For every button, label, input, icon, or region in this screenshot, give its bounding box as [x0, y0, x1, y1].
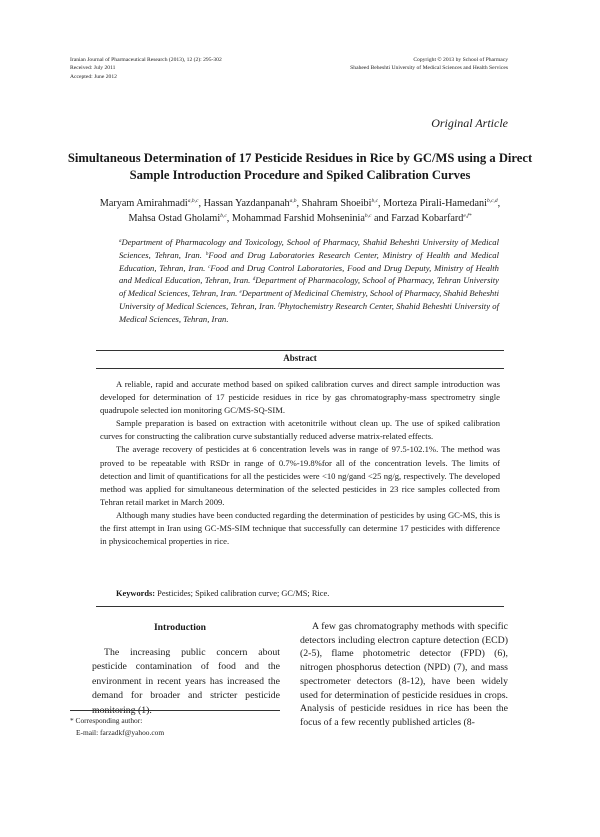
- affiliation: $^d$Department of Pharmacology, School of Pharmacy, Tehran University of Medical Sciences, Tehran, Iran.: [119, 275, 500, 299]
- affiliation: $^b$Food and Drug Laboratories Research Center, Ministry of Health and Medical Education, Tehran, Iran.: [119, 249, 499, 273]
- body-paragraph: A few gas chromatography methods with specific detectors including electron capture detection (ECD) (2-5), flame photometric detector (FPD) (6), nitrogen phosphorus detection (NPD) (7), and mass spectrometer detectors (8-12), have been widely used for determination of pesticide residues in crops. Analysis of pesticide residues in rice has been the focus of a few recently published articles (8-: [300, 621, 508, 728]
- affiliation: $^c$Food and Drug Control Laboratories, Food and Drug Deputy, Ministry of Health and Medical Education, Tehran, Iran.: [119, 262, 499, 286]
- author: Hassan Yazdanpanah$^{a,b}$,: [203, 198, 302, 209]
- author: Morteza Pirali-Hamedani$^{b,c,d}$,: [383, 198, 501, 209]
- author: Maryam Amirahmadi$^{a,b,c}$,: [99, 198, 204, 209]
- abstract-bottom-rule: [96, 606, 504, 607]
- body-paragraph: The increasing public concern about pesticide contamination of food and the environment in recent years has increased the demand for broader and stricter pesticide monitoring (1).: [92, 647, 280, 716]
- author: Shahram Shoeibi$^{b,c}$,: [301, 198, 384, 209]
- abstract-body: [100, 378, 500, 548]
- body-column-right: [300, 620, 508, 730]
- corresponding-author-note: * Corresponding author:: [70, 716, 143, 725]
- received-date: Received: July 2011: [70, 65, 116, 72]
- copyright-line: Copyright © 2013 by School of Pharmacy: [413, 57, 508, 63]
- article-type: Original Article: [431, 116, 508, 130]
- author-list: [62, 196, 538, 226]
- corresponding-email: E-mail: farzadkf@yahoo.com: [76, 728, 165, 737]
- author: Mohammad Farshid Mohseninia$^{b,c}$ and: [231, 213, 392, 224]
- abstract-paragraph: Sample preparation is based on extraction with acetonitrile without clean up. The use of spiked calibration curves for constructing the calibration curve substantially reduced adverse matrix-related effects.: [100, 418, 500, 442]
- body-column-left: [92, 646, 280, 718]
- paper-title: Simultaneous Determination of 17 Pesticide Residues in Rice by GC/MS using a Direct Sample Introduction Procedure and Spiked Calibration Curves: [67, 151, 533, 182]
- abstract-paragraph: The average recovery of pesticides at 6 concentration levels was in range of 97.5-102.1%. The method was proved to be repeatable with RSDr in range of 0.7%-19.8%for all of the concentration levels. The limits of detection and limit of quantifications for all the pesticides were <10 ng/gand <25 ng/g, respectively. The developed method was applied for simultaneous determination of the selected pesticides in 23 rice samples collected from Tehran retail market in March 2009.: [100, 444, 500, 507]
- abstract-heading: Abstract: [283, 353, 317, 363]
- abstract-paragraph: Although many studies have been conducted regarding the determination of pesticides by using GC-MS, this is the first attempt in Iran using GC-MS-SIM technique that successfully can determine 17 pesticides with difference in physicochemical properties in rice.: [100, 509, 500, 547]
- journal-header-right: [248, 56, 508, 73]
- introduction-heading: Introduction: [153, 622, 207, 633]
- abstract-heading-rule: [96, 368, 504, 369]
- affiliation: $^f$Phytochemistry Research Center, Shahid Beheshti University of Medical Sciences, Tehran, Iran.: [119, 300, 499, 324]
- abstract-paragraph: A reliable, rapid and accurate method based on spiked calibration curves and direct sample introduction was developed for determination of 17 pesticide residues in rice by gas chromatography-mass spectrometry single quadrupole selected ion monitoring GC/MS-SQ-SIM.: [100, 379, 500, 416]
- abstract-top-rule: [96, 350, 504, 351]
- author: Mahsa Ostad Gholami$^{b,c}$,: [128, 213, 232, 224]
- affiliations: [119, 236, 499, 326]
- journal-citation: Iranian Journal of Pharmaceutical Research (2013), 12 (2): 295-302: [70, 57, 222, 63]
- footnote-rule: [70, 710, 280, 711]
- affiliation: $^e$Department of Medicinal Chemistry, School of Pharmacy, Shahid Beheshti University of Medical Sciences, Tehran, Iran.: [119, 288, 500, 311]
- keywords-label: Keywords:: [116, 589, 156, 598]
- affiliation: $^a$Department of Pharmacology and Toxicology, School of Pharmacy, Shahid Beheshti University of Medical Sciences, Tehran, Iran.: [119, 237, 499, 260]
- publisher-line: Shaheed Beheshti University of Medical Sciences and Health Services: [350, 65, 508, 72]
- keywords: [116, 589, 506, 598]
- author: Farzad Kobarfard$^{e,f*}$: [391, 213, 472, 224]
- accepted-date: Accepted: June 2012: [70, 73, 117, 80]
- keywords-text: Pesticides; Spiked calibration curve; GC/MS; Rice.: [155, 589, 330, 598]
